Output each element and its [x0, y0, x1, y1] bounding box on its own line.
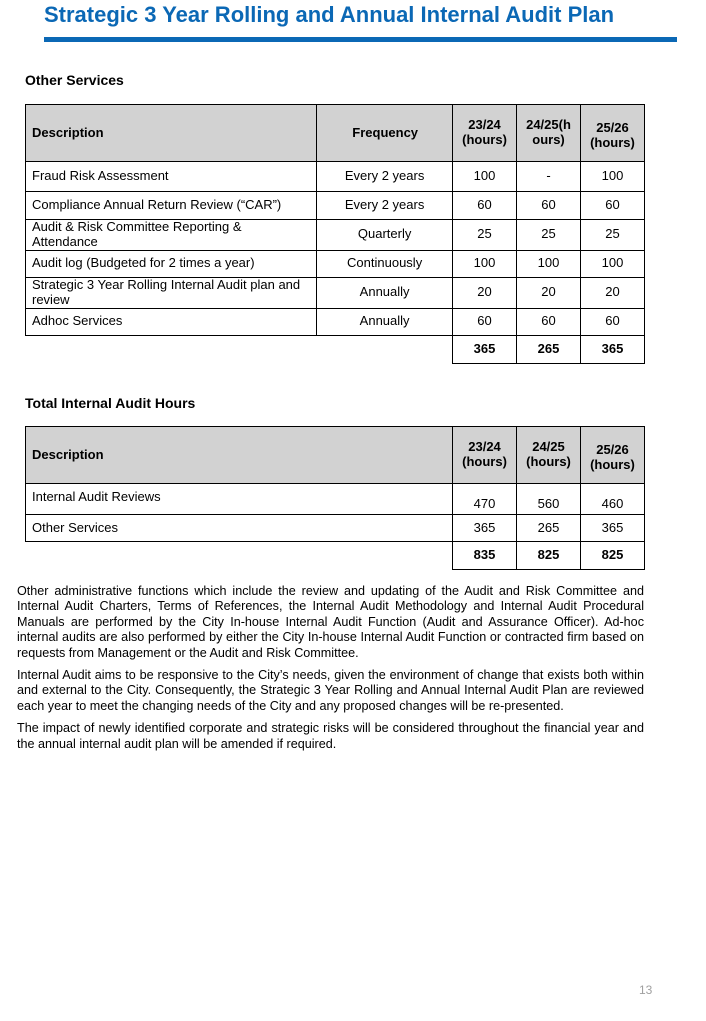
- row-24-25: 560: [517, 484, 581, 515]
- row-frequency: Quarterly: [317, 220, 453, 251]
- row-23-24: 60: [453, 192, 517, 220]
- title-rule: [44, 37, 677, 42]
- row-25-26: 60: [580, 192, 644, 220]
- total-25-26: 365: [580, 335, 644, 363]
- row-frequency: Annually: [317, 308, 453, 335]
- row-description: Other Services: [26, 515, 453, 542]
- row-25-26: 100: [580, 250, 644, 277]
- row-25-26: 25: [580, 220, 644, 251]
- table-row: [26, 515, 645, 542]
- table-row: [26, 277, 645, 308]
- row-25-26: 60: [580, 308, 644, 335]
- totals-spacer: [26, 335, 317, 363]
- row-25-26: 100: [580, 162, 644, 192]
- table-row: [26, 220, 645, 251]
- row-23-24: 365: [453, 515, 517, 542]
- page-number: 13: [639, 983, 653, 997]
- table-header-row: [26, 427, 645, 484]
- row-23-24: 100: [453, 162, 517, 192]
- total-24-25: 825: [517, 542, 581, 570]
- row-description: Compliance Annual Return Review (“CAR”): [26, 192, 317, 220]
- header-25-26: 25/26 (hours): [580, 105, 644, 162]
- table-row: [26, 192, 645, 220]
- total-25-26: 825: [580, 542, 644, 570]
- row-description: Audit log (Budgeted for 2 times a year): [26, 250, 317, 277]
- row-frequency: Continuously: [317, 250, 453, 277]
- header-24-25: 24/25(h ours): [517, 105, 581, 162]
- header-frequency: Frequency: [317, 105, 453, 162]
- row-24-25: 60: [517, 192, 581, 220]
- totals-spacer: [317, 335, 453, 363]
- body-text: [17, 584, 644, 759]
- row-25-26: 20: [580, 277, 644, 308]
- paragraph: The impact of newly identified corporate and strategic risks will be considered throughout the financial year and the annual internal audit plan will be amended if required.: [17, 721, 644, 751]
- row-frequency: Every 2 years: [317, 162, 453, 192]
- table-row: [26, 250, 645, 277]
- paragraph: Internal Audit aims to be responsive to the City’s needs, given the environment of change that exists both within and external to the City. Consequently, the Strategic 3 Year Rolling and Annual Internal Audit Plan are reviewed each year to meet the changing needs of the City and any proposed changes will be re-presented.: [17, 668, 644, 713]
- row-23-24: 470: [453, 484, 517, 515]
- table-row: [26, 484, 645, 515]
- row-24-25: 60: [517, 308, 581, 335]
- page-title: Strategic 3 Year Rolling and Annual Internal Audit Plan: [44, 2, 615, 27]
- row-description: Audit & Risk Committee Reporting & Attendance: [26, 220, 317, 251]
- row-frequency: Annually: [317, 277, 453, 308]
- table-row: [26, 162, 645, 192]
- header-23-24: 23/24 (hours): [453, 105, 517, 162]
- row-24-25: 100: [517, 250, 581, 277]
- table-header-row: [26, 105, 645, 162]
- row-description: Fraud Risk Assessment: [26, 162, 317, 192]
- total-hours-table: [25, 426, 645, 570]
- paragraph: Other administrative functions which include the review and updating of the Audit and Risk Committee and Internal Audit Charters, Terms of References, the Internal Audit Methodology and Internal Audit Procedural Manuals are performed by the City In-house Internal Audit Function (Audit and Assurance Officer). Ad-hoc internal audits are also performed by either the City In-house Internal Audit Function or contracted firm based on requests from Management or the Audit and Risk Committee.: [17, 584, 644, 660]
- other-services-table: [25, 104, 645, 364]
- row-23-24: 20: [453, 277, 517, 308]
- totals-spacer: [26, 542, 453, 570]
- row-24-25: 265: [517, 515, 581, 542]
- row-description: Internal Audit Reviews: [26, 484, 453, 515]
- header-24-25: 24/25 (hours): [517, 427, 581, 484]
- row-description: Strategic 3 Year Rolling Internal Audit plan and review: [26, 277, 317, 308]
- row-25-26: 460: [580, 484, 644, 515]
- table-row: [26, 308, 645, 335]
- header-25-26: 25/26 (hours): [580, 427, 644, 484]
- totals-row: [26, 542, 645, 570]
- total-23-24: 365: [453, 335, 517, 363]
- row-24-25: -: [517, 162, 581, 192]
- header-description: Description: [26, 427, 453, 484]
- row-24-25: 20: [517, 277, 581, 308]
- total-hours-heading: Total Internal Audit Hours: [25, 395, 196, 411]
- total-23-24: 835: [453, 542, 517, 570]
- other-services-heading: Other Services: [25, 72, 124, 88]
- totals-row: [26, 335, 645, 363]
- row-23-24: 60: [453, 308, 517, 335]
- row-23-24: 100: [453, 250, 517, 277]
- row-24-25: 25: [517, 220, 581, 251]
- row-25-26: 365: [580, 515, 644, 542]
- header-23-24: 23/24 (hours): [453, 427, 517, 484]
- row-frequency: Every 2 years: [317, 192, 453, 220]
- row-description: Adhoc Services: [26, 308, 317, 335]
- total-24-25: 265: [517, 335, 581, 363]
- header-description: Description: [26, 105, 317, 162]
- row-23-24: 25: [453, 220, 517, 251]
